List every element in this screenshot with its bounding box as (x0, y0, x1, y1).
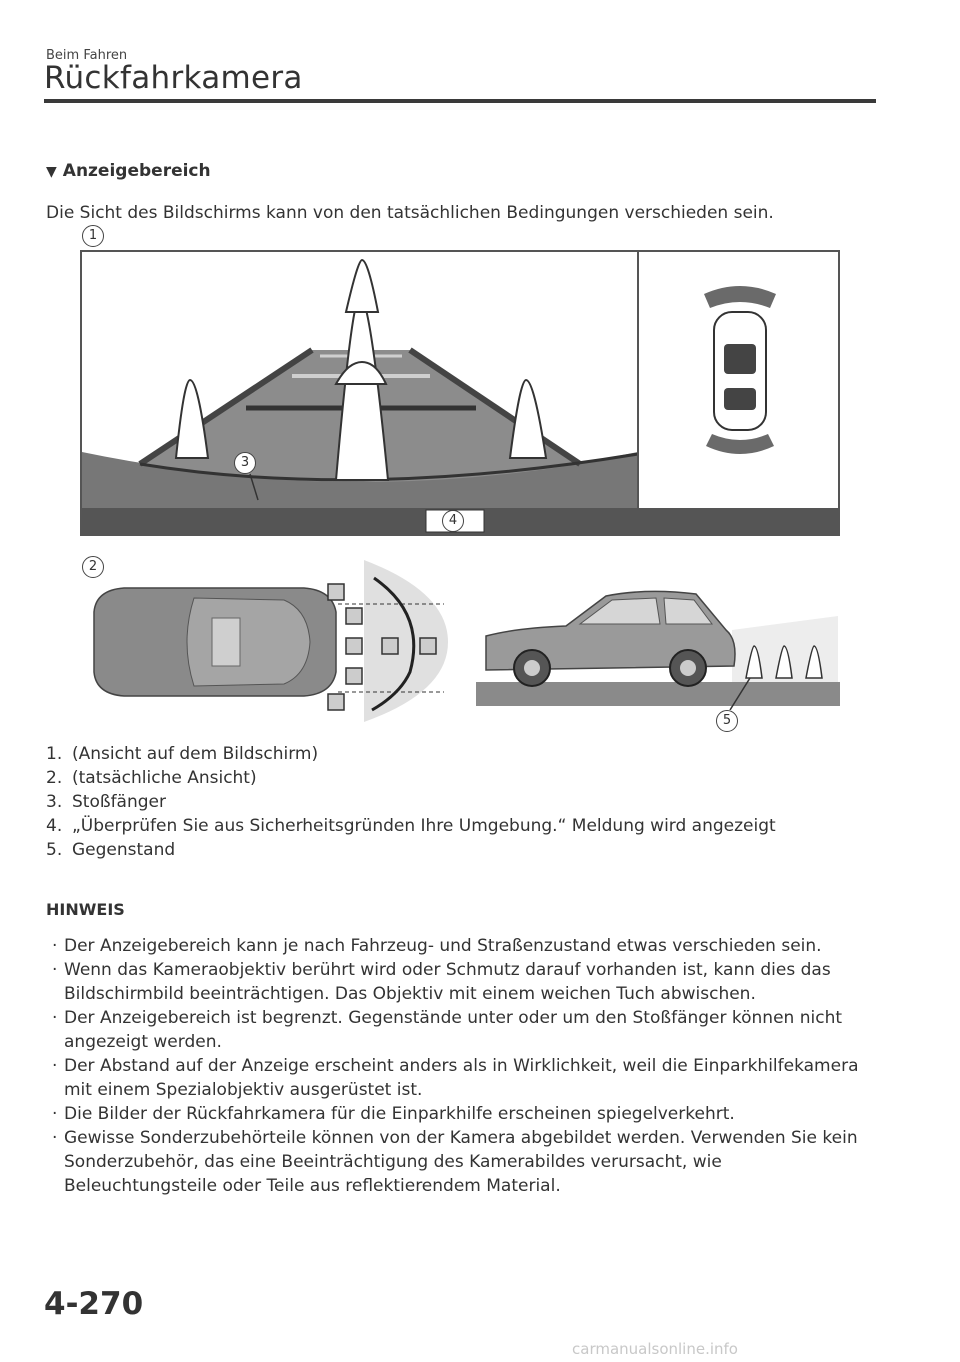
page-number: 4-270 (44, 1286, 144, 1322)
cone-symbol (420, 638, 436, 654)
actual-view-top-illustration (84, 552, 454, 724)
section-heading-text: Anzeigebereich (62, 161, 211, 181)
intro-text: Die Sicht des Bildschirms kann von den tatsächlichen Bedingungen verschieden sein. (46, 203, 774, 223)
legend-item: 3. Stoßfänger (46, 792, 166, 812)
note-item: · Der Anzeigebereich kann je nach Fahrzeug- und Straßenzustand etwas verschieden sein. (52, 936, 822, 956)
callout-4: 4 (442, 510, 464, 532)
bullet-icon: · (52, 1128, 58, 1148)
callout-2: 2 (82, 556, 104, 578)
breadcrumb: Beim Fahren (46, 48, 128, 63)
cone-symbol (328, 584, 344, 600)
cone-symbol (346, 638, 362, 654)
watermark: carmanualsonline.info (572, 1340, 738, 1358)
car-rear-hub (680, 660, 696, 676)
callout-1: 1 (82, 225, 104, 247)
page-title: Rückfahrkamera (44, 60, 303, 96)
triangle-down-icon: ▼ (46, 164, 57, 180)
car-sunroof (212, 618, 240, 666)
title-divider (44, 99, 876, 103)
cone-symbol (346, 668, 362, 684)
note-item: · Wenn das Kameraobjektiv berührt wird oder Schmutz darauf vorhanden ist, kann dies das Bildschirmbild beeinträchtigen. Das Objektiv mit einem weichen Tuch abwischen. (52, 960, 831, 1004)
bullet-icon: · (52, 1104, 58, 1124)
car-cabin (187, 598, 310, 686)
note-item: · Die Bilder der Rückfahrkamera für die Einparkhilfe erscheinen spiegelverkehrt. (52, 1104, 735, 1124)
legend-item: 5. Gegenstand (46, 840, 176, 860)
legend-item: 2. (tatsächliche Ansicht) (46, 768, 257, 788)
note-item: · Der Abstand auf der Anzeige erscheint anders als in Wirklichkeit, weil die Einparkhilfekamera mit einem Spezialobjektiv ausgerüstet ist. (52, 1056, 859, 1100)
car-rear-window (724, 388, 756, 410)
legend-item: 1. (Ansicht auf dem Bildschirm) (46, 744, 319, 764)
callout-5: 5 (716, 710, 738, 732)
note-heading: HINWEIS (46, 900, 125, 919)
legend-item: 4. „Überprüfen Sie aus Sicherheitsgründen Ihre Umgebung.“ Meldung wird angezeigt (46, 816, 776, 836)
car-front-hub (524, 660, 540, 676)
note-item: · Gewisse Sonderzubehörteile können von der Kamera abgebildet werden. Verwenden Sie kein Sonderzubehör, das eine Beeinträchtigung des Kamerabildes verursacht, wie Beleuchtungsteile oder Teile aus reflektierendem Material. (52, 1128, 858, 1196)
bullet-icon: · (52, 1008, 58, 1028)
car-roof (724, 344, 756, 374)
actual-view-side-illustration (476, 586, 840, 710)
callout-3: 3 (234, 452, 256, 474)
note-item: · Der Anzeigebereich ist begrenzt. Gegenstände unter oder um den Stoßfänger können nicht angezeigt werden. (52, 1008, 843, 1052)
bullet-icon: · (52, 960, 58, 980)
note-list (52, 934, 872, 1198)
section-heading (46, 161, 211, 181)
bullet-icon: · (52, 936, 58, 956)
cone-symbol (382, 638, 398, 654)
cone-symbol (328, 694, 344, 710)
screen-view-illustration (80, 250, 840, 536)
figure-legend (46, 742, 832, 862)
bullet-icon: · (52, 1056, 58, 1076)
cone-symbol (346, 608, 362, 624)
